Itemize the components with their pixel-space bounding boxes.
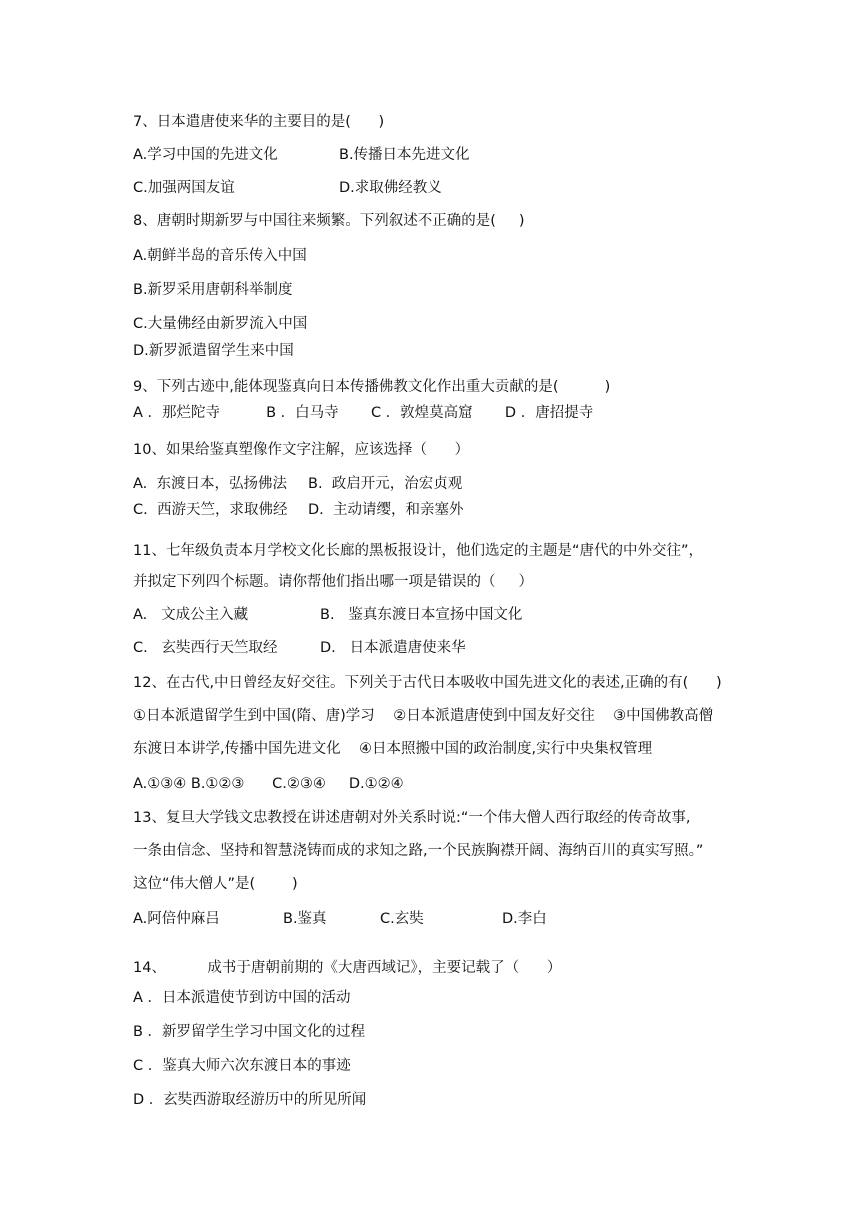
q10-option-d: D. 主动请缨，和亲塞外 [308, 502, 464, 518]
q14-option-c: C ．鉴真大师六次东渡日本的事迹 [133, 1058, 351, 1074]
q9-options: A ．那烂陀寺 B ．白马寺 C ．敦煌莫高窟 D ．唐招提寺 [133, 405, 594, 421]
q8-option-d: D.新罗派遣留学生来中国 [133, 343, 294, 359]
q10-option-b: B. 政启开元，治宏贞观 [308, 476, 463, 492]
q7-option-d: D.求取佛经教义 [339, 180, 442, 196]
q12-statements-line1: ①日本派遣留学生到中国(隋、唐)学习 ②日本派遣唐使到中国友好交往 ③中国佛教高僧 [133, 708, 714, 724]
q11-stem-line2: 并拟定下列四个标题。请你帮他们指出哪一项是错误的（ ） [133, 574, 534, 590]
q8-stem: 8、唐朝时期新罗与中国往来频繁。下列叙述不正确的是( ) [133, 213, 525, 229]
q11-option-b: B. 鉴真东渡日本宣扬中国文化 [320, 607, 523, 623]
q12-options: A.①③④ B.①②③ C.②③④ D.①②④ [133, 776, 404, 792]
q14-option-b: B ．新罗留学生学习中国文化的过程 [133, 1024, 366, 1040]
q10-option-a: A. 东渡日本，弘扬佛法 [133, 476, 287, 492]
q10-stem: 10、如果给鉴真塑像作文字注解，应该选择（ ） [133, 442, 470, 458]
q14-option-a: A ．日本派遣使节到访中国的活动 [133, 990, 351, 1006]
q7-option-c: C.加强两国友谊 [133, 180, 235, 196]
q12-stem: 12、在古代,中日曾经友好交往。下列关于古代日本吸收中国先进文化的表述,正确的有( ) [133, 675, 722, 691]
q11-option-d: D. 日本派遣唐使来华 [320, 640, 466, 656]
q10-option-c: C. 西游天竺，求取佛经 [133, 502, 288, 518]
q7-option-a: A.学习中国的先进文化 [133, 147, 278, 163]
q13-stem-line2: 一条由信念、坚持和智慧浇铸而成的求知之路,一个民族胸襟开阔、海纳百川的真实写照。” [133, 843, 704, 859]
q7-stem: 7、日本遣唐使来华的主要目的是( ) [133, 114, 385, 130]
q7-option-b: B.传播日本先进文化 [339, 147, 470, 163]
q13-option-c: C.玄奘 [380, 911, 424, 927]
q8-option-a: A.朝鲜半岛的音乐传入中国 [133, 248, 307, 264]
q13-option-d: D.李白 [502, 911, 547, 927]
q11-stem-line1: 11、七年级负责本月学校文化长廊的黑板报设计，他们选定的主题是“唐代的中外交往”， [133, 543, 703, 559]
q9-stem: 9、下列古迹中,能体现鉴真向日本传播佛教文化作出重大贡献的是( ) [133, 379, 611, 395]
q14-option-d: D ．玄奘西游取经游历中的所见所闻 [133, 1092, 367, 1108]
q8-option-c: C.大量佛经由新罗流入中国 [133, 316, 308, 332]
q8-option-b: B.新罗采用唐朝科举制度 [133, 282, 293, 298]
q11-option-a: A. 文成公主入藏 [133, 607, 249, 623]
q14-stem: 14、 成书于唐朝前期的《大唐西域记》，主要记载了（ ） [133, 960, 562, 976]
q13-option-a: A.阿倍仲麻吕 [133, 911, 220, 927]
q13-stem-line3: 这位“伟大僧人”是( ) [133, 876, 298, 892]
q12-statements-line2: 东渡日本讲学,传播中国先进文化 ④日本照搬中国的政治制度,实行中央集权管理 [133, 741, 653, 757]
q13-option-b: B.鉴真 [283, 911, 327, 927]
q11-option-c: C. 玄奘西行天竺取经 [133, 640, 278, 656]
q13-stem-line1: 13、复旦大学钱文忠教授在讲述唐朝对外关系时说:“一个伟大僧人西行取经的传奇故事, [133, 810, 691, 826]
